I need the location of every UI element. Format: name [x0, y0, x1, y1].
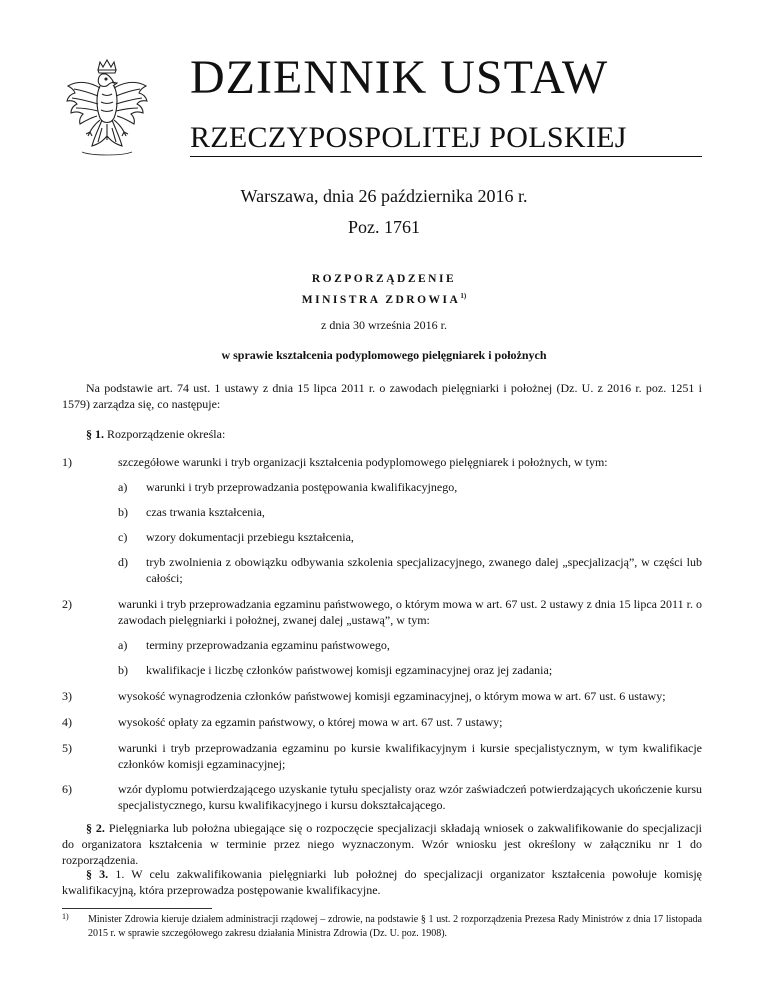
- list-item-text: warunki i tryb przeprowadzania egzaminu po kursie kwalifikacyjnym i kursie specjalistycznym, w tym kwalifikacje członków komisji egzaminacyjnej;: [118, 741, 702, 771]
- sub-item-text: czas trwania kształcenia,: [146, 505, 265, 519]
- sub-item-letter: a): [118, 480, 128, 494]
- section-3: [62, 866, 702, 898]
- act-date: z dnia 30 września 2016 r.: [321, 318, 447, 332]
- issue-position: Poz. 1761: [348, 217, 420, 237]
- section-1-heading: [62, 426, 702, 442]
- act-authority-label: MINISTRA ZDROWIA: [301, 294, 461, 306]
- sub-item-letter: b): [118, 505, 128, 519]
- list-item-text: warunki i tryb przeprowadzania egzaminu państwowego, o którym mowa w art. 67 ust. 2 ustawy z dnia 15 lipca 2011 r. o zawodach pielęgniarki i położnej, zwanej dalej „ustawą”, w tym:: [118, 597, 702, 627]
- section-3-marker: § 3.: [86, 867, 109, 881]
- section-1-marker: § 1.: [86, 427, 104, 441]
- list-item-text: wysokość wynagrodzenia członków państwowej komisji egzaminacyjnej, o którym mowa w art. 67 ust. 6 ustawy;: [118, 689, 666, 703]
- act-type: ROZPORZĄDZENIE: [311, 273, 457, 285]
- list-item-number: 4): [62, 715, 72, 729]
- preamble-text: Na podstawie art. 74 ust. 1 ustawy z dnia 15 lipca 2011 r. o zawodach pielęgniarki i położnej (Dz. U. z 2016 r. poz. 1251 i 1579) zarządza się, co następuje:: [62, 381, 702, 411]
- act-authority: [0, 292, 768, 306]
- list-item-text: szczegółowe warunki i tryb organizacji kształcenia podyplomowego pielęgniarek i położnych, w tym:: [118, 455, 608, 469]
- sub-item-letter: b): [118, 663, 128, 677]
- sub-item-text: warunki i tryb przeprowadzania postępowania kwalifikacyjnego,: [146, 480, 458, 494]
- act-subject: w sprawie kształcenia podyplomowego pielęgniarek i położnych: [221, 348, 547, 362]
- preamble: [62, 380, 702, 412]
- masthead-rule: [190, 156, 702, 157]
- issue-date: Warszawa, dnia 26 października 2016 r.: [240, 186, 528, 206]
- list-item-number: 1): [62, 455, 72, 469]
- section-2-marker: § 2.: [86, 821, 105, 835]
- section-2-text: Pielęgniarka lub położna ubiegające się o rozpoczęcie specjalizacji składają wniosek o zakwalifikowanie do specjalizacji do organizatora kształcenia w terminie przez niego wyznaczonym. Wzór wniosku jest określony w załączniku nr 1 do rozporządzenia.: [62, 821, 702, 867]
- journal-title: DZIENNIK USTAW: [190, 51, 609, 104]
- sub-item-text: kwalifikacje i liczbę członków państwowej komisji egzaminacyjnej oraz jej zadania;: [146, 663, 553, 677]
- list-item-number: 5): [62, 741, 72, 755]
- sub-item-letter: c): [118, 530, 128, 544]
- list-item-text: wzór dyplomu potwierdzającego uzyskanie tytułu specjalisty oraz wzór zaświadczeń potwierdzających ukończenie kursu specjalistycznego, kursu kwalifikacyjnego i kursu dokształcającego.: [118, 782, 702, 812]
- footnote-mark: 1): [62, 912, 69, 921]
- list-item-number: 2): [62, 597, 72, 611]
- eagle-emblem-icon: [62, 58, 152, 164]
- footnote-rule: [62, 908, 212, 909]
- sub-item-text: wzory dokumentacji przebiegu kształcenia,: [146, 530, 354, 544]
- section-3-text: 1. W celu zakwalifikowania pielęgniarki lub położnej do specjalizacji organizator kształcenia powołuje komisję kwalifikacyjną, która przeprowadza postępowanie kwalifikacyjne.: [62, 867, 702, 897]
- sub-item-letter: d): [118, 555, 128, 569]
- journal-subtitle: RZECZYPOSPOLITEJ POLSKIEJ: [190, 121, 627, 154]
- footnote-text: Minister Zdrowia kieruje działem administracji rządowej – zdrowie, na podstawie § 1 ust. 2 rozporządzenia Prezesa Rady Ministrów z dnia 17 listopada 2015 r. w sprawie szczegółowego zakresu działania Ministra Zdrowia (Dz. U. poz. 1908).: [88, 914, 702, 939]
- list-item-number: 6): [62, 782, 72, 796]
- sub-item-text: tryb zwolnienia z obowiązku odbywania szkolenia specjalizacyjnego, zwanego dalej „specjalizacją”, w części lub całości;: [146, 555, 702, 585]
- footnote-reference: 1): [460, 292, 467, 300]
- sub-item-letter: a): [118, 638, 128, 652]
- section-2: [62, 820, 702, 868]
- sub-item-text: terminy przeprowadzania egzaminu państwowego,: [146, 638, 390, 652]
- list-item-text: wysokość opłaty za egzamin państwowy, o której mowa w art. 67 ust. 7 ustawy;: [118, 715, 503, 729]
- list-item-number: 3): [62, 689, 72, 703]
- section-1-intro: Rozporządzenie określa:: [107, 427, 226, 441]
